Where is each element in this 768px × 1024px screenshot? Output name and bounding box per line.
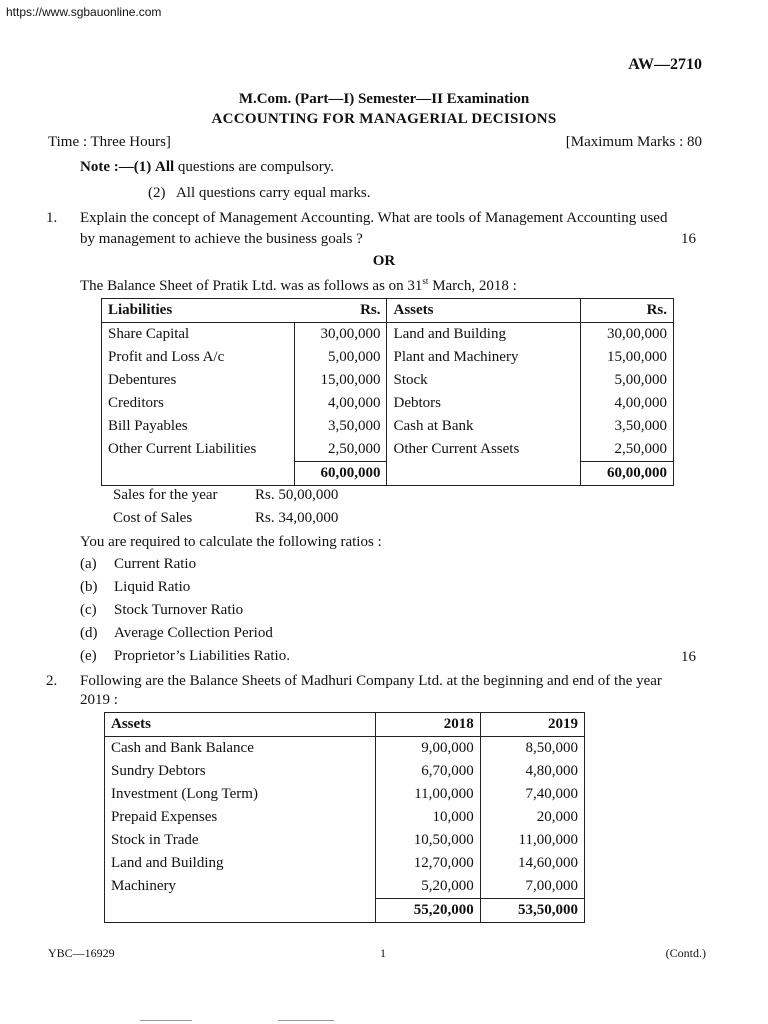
cost-value: Rs. 34,00,000 — [255, 510, 339, 526]
liability-amount: 4,00,000 — [294, 392, 387, 415]
list-item — [80, 556, 290, 579]
ratio-label: (b) — [80, 579, 98, 595]
ratio-text: Liquid Ratio — [114, 579, 191, 595]
sales-value: Rs. 50,00,000 — [255, 487, 339, 503]
total-amount: 55,20,000 — [376, 899, 480, 923]
list-item — [80, 625, 290, 648]
amount-2018: 12,70,000 — [376, 852, 480, 875]
maximum-marks: [Maximum Marks : 80 — [565, 134, 702, 150]
amount-2018: 6,70,000 — [376, 760, 480, 783]
asset-name: Prepaid Expenses — [105, 806, 376, 829]
intro-text-a: The Balance Sheet of Pratik Ltd. was as follows as on 31 — [80, 278, 423, 294]
amount-2019: 14,60,000 — [518, 855, 578, 871]
table-row — [102, 369, 674, 392]
liability-name: Profit and Loss A/c — [108, 349, 225, 365]
table-row — [105, 760, 585, 783]
asset-name: Land and Building — [393, 326, 506, 342]
amount-2018: 11,00,000 — [376, 783, 480, 806]
total-amount: 60,00,000 — [580, 462, 673, 486]
ratio-label: (c) — [80, 602, 97, 618]
amount-2018: 10,50,000 — [376, 829, 480, 852]
table-header-row — [105, 713, 585, 737]
table-row — [102, 438, 674, 462]
asset-amount: 15,00,000 — [580, 346, 673, 369]
page-number: 1 — [380, 946, 386, 960]
table-row — [102, 392, 674, 415]
asset-name: Debtors — [393, 395, 441, 411]
amount-2019: 4,80,000 — [525, 763, 578, 779]
total-row — [105, 899, 585, 923]
time-allowed: Time : Three Hours] — [48, 134, 171, 150]
table-row — [105, 737, 585, 761]
asset-amount: 30,00,000 — [580, 323, 673, 347]
list-item — [80, 602, 290, 625]
ratio-label: (e) — [80, 648, 97, 664]
table-row — [102, 415, 674, 438]
col-2019: 2019 — [480, 713, 584, 737]
asset-name: Cash and Bank Balance — [105, 737, 376, 761]
amount-2018: 9,00,000 — [376, 737, 480, 761]
total-blank — [102, 462, 295, 486]
q2-line1: Following are the Balance Sheets of Madhuri Company Ltd. at the beginning and end of the year — [80, 673, 662, 689]
asset-name: Stock — [393, 372, 428, 388]
intro-sup: st — [422, 276, 429, 286]
amount-2019: 20,000 — [536, 809, 578, 825]
note-1 — [80, 159, 334, 176]
q1-number: 1. — [46, 210, 58, 226]
total-blank — [387, 462, 580, 486]
balance-sheet-intro — [80, 276, 517, 295]
liability-name: Share Capital — [108, 326, 190, 342]
asset-amount: 4,00,000 — [580, 392, 673, 415]
table-row — [105, 852, 585, 875]
ratio-label: (a) — [80, 556, 97, 572]
amount-2019: 7,40,000 — [525, 786, 578, 802]
asset-name: Stock in Trade — [105, 829, 376, 852]
total-amount: 60,00,000 — [294, 462, 387, 486]
list-item — [80, 648, 290, 671]
asset-name: Sundry Debtors — [105, 760, 376, 783]
madhuri-balance-sheet — [104, 712, 585, 923]
asset-name: Land and Building — [105, 852, 376, 875]
table-row — [105, 829, 585, 852]
required-text: You are required to calculate the following ratios : — [80, 534, 382, 550]
table-header-row — [102, 299, 674, 323]
exam-title: M.Com. (Part—I) Semester—II Examination — [238, 91, 530, 107]
footer-code: YBC—16929 — [48, 946, 115, 960]
asset-name: Other Current Assets — [393, 441, 520, 458]
amount-2018: 10,000 — [376, 806, 480, 829]
asset-amount: 3,50,000 — [580, 415, 673, 438]
liability-name: Creditors — [108, 395, 164, 411]
table-row — [105, 806, 585, 829]
asset-name: Machinery — [105, 875, 376, 899]
col-liabilities: Liabilities — [102, 299, 295, 323]
liability-amount: 3,50,000 — [294, 415, 387, 438]
liability-name: Other Current Liabilities — [108, 441, 257, 458]
cost-label: Cost of Sales — [113, 510, 193, 526]
col-rs-1: Rs. — [294, 299, 387, 323]
source-url: https://www.sgbauonline.com — [6, 5, 162, 19]
list-item — [80, 579, 290, 602]
note-2-num: (2) — [148, 185, 166, 201]
col-2018: 2018 — [376, 713, 480, 737]
q1-line2: by management to achieve the business goals ? — [80, 231, 363, 247]
amount-2018: 5,20,000 — [376, 875, 480, 899]
liability-name: Bill Payables — [108, 418, 188, 434]
amount-2019: 8,50,000 — [525, 740, 578, 756]
liability-amount: 2,50,000 — [294, 438, 387, 462]
amount-2019: 7,00,000 — [525, 878, 578, 894]
pratik-balance-sheet — [101, 298, 674, 486]
q1-marks: 16 — [681, 231, 696, 247]
ratio-text: Stock Turnover Ratio — [114, 602, 244, 618]
amount-2019: 11,00,000 — [518, 832, 578, 848]
ratio-text: Average Collection Period — [114, 625, 273, 641]
ratio-text: Proprietor’s Liabilities Ratio. — [114, 648, 290, 664]
liability-name: Debentures — [108, 372, 177, 388]
scan-mark — [140, 1020, 192, 1021]
q1-line1: Explain the concept of Management Accounting. What are tools of Management Accounting used — [80, 210, 668, 226]
asset-amount: 5,00,000 — [580, 369, 673, 392]
sales-label: Sales for the year — [113, 487, 218, 503]
table-row — [102, 323, 674, 347]
scan-mark — [278, 1020, 334, 1021]
col-rs-2: Rs. — [580, 299, 673, 323]
asset-name: Investment (Long Term) — [105, 783, 376, 806]
ratio-list — [80, 556, 290, 671]
q2-number: 2. — [46, 673, 58, 689]
total-blank — [105, 899, 376, 923]
total-row — [102, 462, 674, 486]
asset-name: Cash at Bank — [393, 418, 474, 434]
contd-label: (Contd.) — [665, 946, 706, 960]
col-assets: Assets — [387, 299, 580, 323]
or-heading: OR — [372, 253, 396, 269]
note-1-bold: All — [154, 159, 175, 175]
note-1-text: questions are compulsory. — [177, 159, 334, 175]
note-2-text: All questions carry equal marks. — [175, 185, 371, 201]
col-assets: Assets — [105, 713, 376, 737]
liability-amount: 30,00,000 — [294, 323, 387, 347]
intro-text-b: March, 2018 : — [428, 278, 517, 294]
note-2 — [148, 185, 370, 202]
ratio-text: Current Ratio — [114, 556, 197, 572]
asset-name: Plant and Machinery — [393, 349, 519, 365]
total-amount: 53,50,000 — [480, 899, 584, 923]
q2-line2: 2019 : — [80, 692, 118, 708]
subject-title: ACCOUNTING FOR MANAGERIAL DECISIONS — [211, 111, 557, 127]
table-row — [102, 346, 674, 369]
table-row — [105, 875, 585, 899]
asset-amount: 2,50,000 — [580, 438, 673, 462]
note-label: Note :—(1) — [80, 159, 152, 175]
liability-amount: 5,00,000 — [294, 346, 387, 369]
paper-code: AW—2710 — [628, 56, 702, 73]
ratio-label: (d) — [80, 625, 98, 641]
q1-or-marks: 16 — [681, 649, 696, 665]
liability-amount: 15,00,000 — [294, 369, 387, 392]
table-row — [105, 783, 585, 806]
